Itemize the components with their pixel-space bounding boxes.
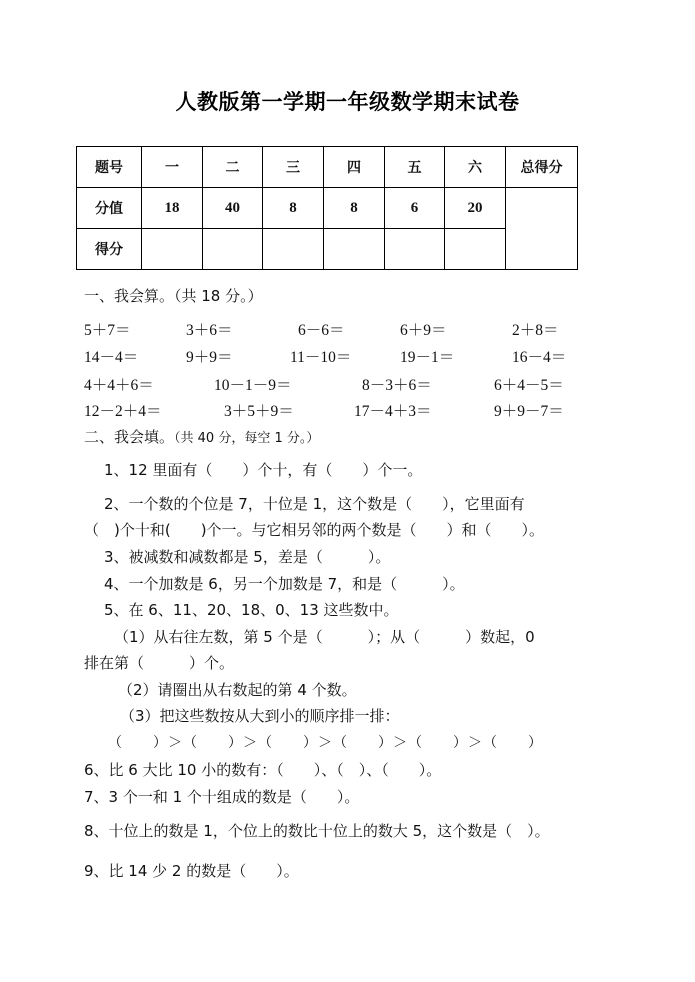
page-title: 人教版第一学期一年级数学期末试卷 <box>175 90 520 114</box>
header-cell-total: 总得分 <box>506 147 578 188</box>
equation-row-1 <box>84 318 604 338</box>
header-cell-6: 六 <box>445 147 506 188</box>
header-cell-5: 五 <box>385 147 445 188</box>
section2-heading <box>84 427 319 449</box>
equation: 6＋9＝ <box>400 322 447 339</box>
equation: 5＋7＝ <box>84 322 131 339</box>
equation: 11－10＝ <box>290 349 352 366</box>
row-label-score: 得分 <box>77 229 142 270</box>
equation: 19－1＝ <box>400 349 455 366</box>
equation: 3＋6＝ <box>186 322 233 339</box>
question-5-2: （2）请圈出从右数起的第 4 个数。 <box>118 681 357 699</box>
question-1: 1、12 里面有（ ）个十，有（ ）个一。 <box>104 461 423 479</box>
score-table-score-row <box>77 229 578 270</box>
equation: 2＋8＝ <box>512 322 559 339</box>
score-cell-1 <box>142 229 203 270</box>
score-cell-4 <box>324 229 385 270</box>
score-cell-5 <box>385 229 445 270</box>
equation: 3＋5＋9＝ <box>224 403 294 420</box>
score-cell-6 <box>445 229 506 270</box>
equation: 16－4＝ <box>512 349 567 366</box>
question-5-3: （3）把这些数按从大到小的顺序排一排： <box>120 707 400 725</box>
header-cell-2: 二 <box>203 147 263 188</box>
equation: 6＋4－5＝ <box>494 377 564 394</box>
equation: 10－1－9＝ <box>214 377 292 394</box>
points-cell-2: 40 <box>203 188 263 229</box>
question-5-1-line-1: （1）从右往左数，第 5 个是（ ）；从（ ）数起，0 <box>114 628 535 646</box>
points-cell-4: 8 <box>324 188 385 229</box>
header-cell-4: 四 <box>324 147 385 188</box>
score-table <box>76 146 578 270</box>
points-cell-6: 20 <box>445 188 506 229</box>
score-cell-3 <box>263 229 324 270</box>
score-cell-2 <box>203 229 263 270</box>
equation: 17－4＋3＝ <box>354 403 432 420</box>
question-8: 8、十位上的数是 1，个位上的数比十位上的数大 5，这个数是（ ）。 <box>84 822 550 840</box>
question-9: 9、比 14 少 2 的数是（ ）。 <box>84 862 299 880</box>
question-5: 5、在 6、11、20、18、0、13 这些数中。 <box>104 601 399 619</box>
equation: 14－4＝ <box>84 349 139 366</box>
equation: 9＋9＝ <box>186 349 233 366</box>
equation: 6－6＝ <box>298 322 345 339</box>
total-score-cell <box>506 188 578 270</box>
equation: 4＋4＋6＝ <box>84 377 154 394</box>
score-table-header-row <box>77 147 578 188</box>
points-cell-1: 18 <box>142 188 203 229</box>
header-cell-question-number: 题号 <box>77 147 142 188</box>
points-cell-5: 6 <box>385 188 445 229</box>
question-5-1-line-2: 排在第（ ）个。 <box>84 654 235 672</box>
section1-heading: 一、我会算。（共 18 分。） <box>84 287 263 305</box>
equation-row-2 <box>84 345 604 365</box>
row-label-points: 分值 <box>77 188 142 229</box>
question-5-3-blanks: （ ）＞（ ）＞（ ）＞（ ）＞（ ）＞（ ） <box>108 735 543 751</box>
score-table-values-row <box>77 188 578 229</box>
question-6: 6、比 6 大比 10 小的数有：（ ）、（ ）、（ ）。 <box>84 761 442 779</box>
equation: 8－3＋6＝ <box>362 377 432 394</box>
equation-row-4 <box>84 399 604 419</box>
question-2-line-1: 2、一个数的个位是 7，十位是 1，这个数是（ ），它里面有 <box>104 495 525 513</box>
equation: 9＋9－7＝ <box>494 403 564 420</box>
header-cell-3: 三 <box>263 147 324 188</box>
header-cell-1: 一 <box>142 147 203 188</box>
question-7: 7、3 个一和 1 个十组成的数是（ ）。 <box>84 788 360 806</box>
question-3: 3、被减数和减数都是 5，差是（ ）。 <box>104 548 391 566</box>
question-4: 4、一个加数是 6，另一个加数是 7，和是（ ）。 <box>104 575 465 593</box>
equation: 12－2＋4＝ <box>84 403 162 420</box>
question-2-line-2: （ )个十和( )个一。与它相另邻的两个数是（ ）和（ ）。 <box>84 521 545 539</box>
section2-title: 二、我会填。 <box>84 428 175 446</box>
equation-row-3 <box>84 373 604 393</box>
points-cell-3: 8 <box>263 188 324 229</box>
section2-note: （共 40 分，每空 1 分。） <box>174 431 320 446</box>
